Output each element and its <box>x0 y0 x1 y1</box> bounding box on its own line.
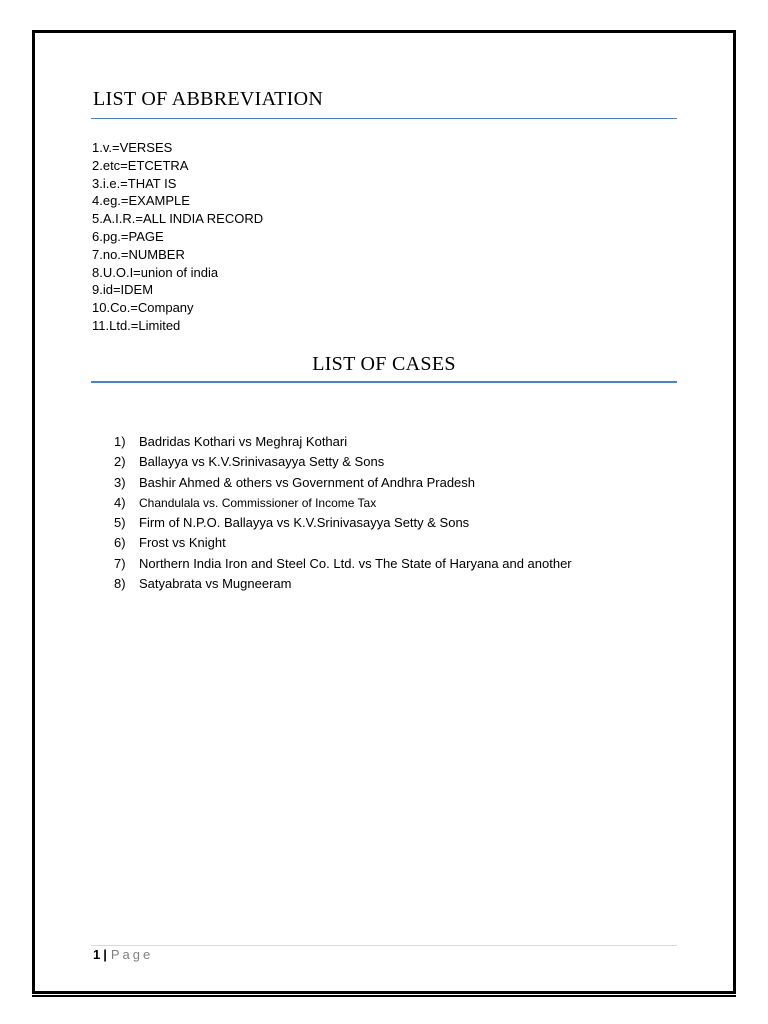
case-number: 8) <box>114 576 126 592</box>
abbreviation-item: 2.etc=ETCETRA <box>92 157 189 173</box>
case-title: Satyabrata vs Mugneeram <box>139 576 292 592</box>
cases-list <box>114 432 572 594</box>
case-item <box>114 513 572 533</box>
footer-rule <box>91 945 677 946</box>
cases-heading: LIST OF CASES <box>312 353 456 375</box>
abbreviation-heading: LIST OF ABBREVIATION <box>93 88 324 110</box>
case-title: Northern India Iron and Steel Co. Ltd. vs The State of Haryana and another <box>139 555 572 571</box>
case-item <box>114 493 572 513</box>
abbreviation-item: 6.pg.=PAGE <box>92 228 164 244</box>
abbreviation-item: 4.eg.=EXAMPLE <box>92 193 190 209</box>
abbreviation-list <box>92 139 263 335</box>
abbreviation-item: 9.id=IDEM <box>92 282 154 298</box>
abbreviation-item: 10.Co.=Company <box>92 300 194 316</box>
case-title: Bashir Ahmed & others vs Government of Andhra Pradesh <box>139 474 476 490</box>
case-title: Frost vs Knight <box>139 535 226 551</box>
footer-separator: | <box>103 947 107 962</box>
case-number: 3) <box>114 474 126 490</box>
page-number: 1 <box>93 947 101 962</box>
case-title: Chandulala vs. Commissioner of Income Tax <box>139 495 377 510</box>
case-item <box>114 533 572 553</box>
abbreviation-item: 5.A.I.R.=ALL INDIA RECORD <box>92 211 264 227</box>
abbreviation-item: 3.i.e.=THAT IS <box>92 175 177 191</box>
case-item <box>114 554 572 574</box>
case-title: Firm of N.P.O. Ballayya vs K.V.Srinivasayya Setty & Sons <box>139 515 470 531</box>
abbreviation-item: 11.Ltd.=Limited <box>92 317 181 333</box>
heading-rule <box>91 118 677 119</box>
abbreviation-item: 8.U.O.I=union of india <box>92 264 219 280</box>
case-number: 2) <box>114 454 126 470</box>
case-number: 6) <box>114 535 126 551</box>
case-item <box>114 574 572 594</box>
case-item <box>114 452 572 472</box>
case-item <box>114 432 572 452</box>
heading-rule <box>91 381 677 383</box>
case-item <box>114 473 572 493</box>
case-number: 1) <box>114 434 126 449</box>
case-title: Ballayya vs K.V.Srinivasayya Setty & Sons <box>139 454 385 470</box>
abbreviation-item: 1.v.=VERSES <box>92 140 173 155</box>
abbreviation-item: 7.no.=NUMBER <box>92 246 185 262</box>
page-footer <box>93 947 153 962</box>
case-number: 5) <box>114 515 126 531</box>
page-label: Page <box>110 947 154 962</box>
case-title: Badridas Kothari vs Meghraj Kothari <box>139 434 348 449</box>
case-number: 7) <box>114 555 126 571</box>
case-number: 4) <box>114 494 126 510</box>
